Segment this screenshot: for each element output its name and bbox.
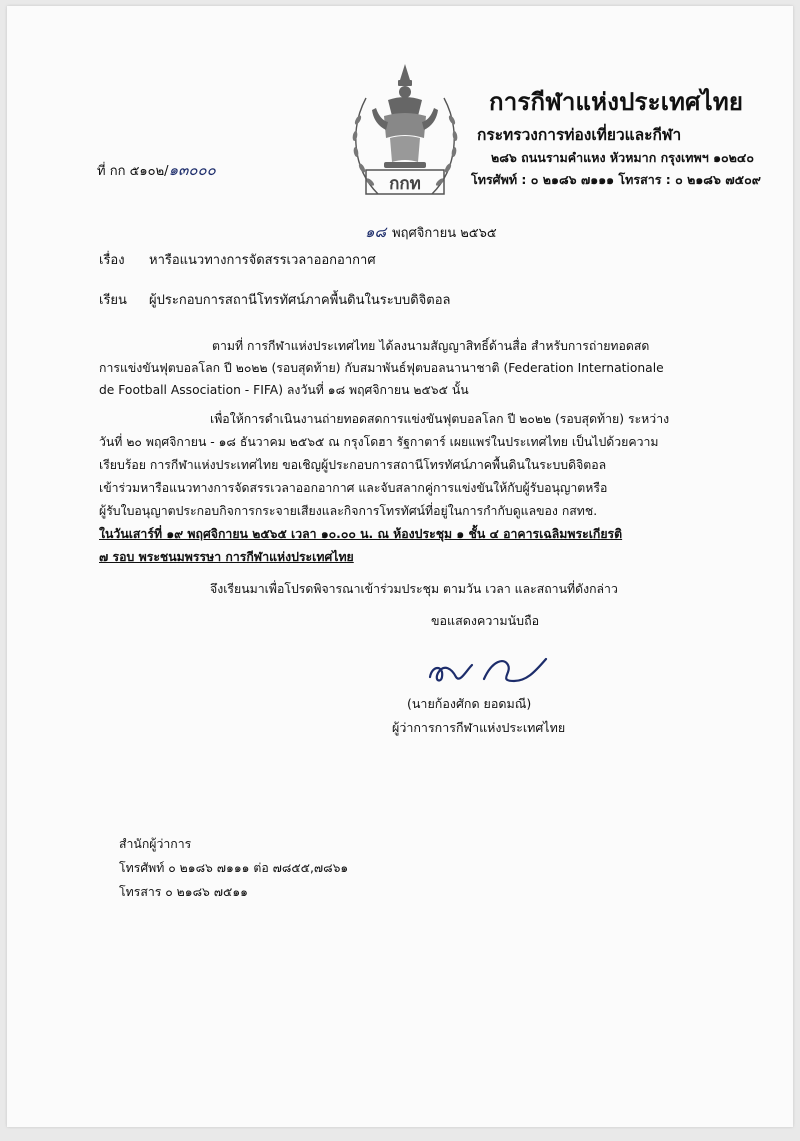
org-contact: โทรศัพท์ : ๐ ๒๑๘๖ ๗๑๑๑ โทรสาร : ๐ ๒๑๘๖ ๗๕๐๙ — [471, 172, 761, 187]
body-line: de Football Association - FIFA) ลงวันที่ ๑๘ พฤศจิกายน ๒๕๖๕ นั้น — [99, 383, 469, 397]
subject-text: หารือแนวทางการจัดสรรเวลาออกอากาศ — [149, 253, 376, 268]
footer-phone: โทรศัพท์ ๐ ๒๑๘๖ ๗๑๑๑ ต่อ ๗๘๕๕,๗๘๖๑ — [119, 861, 349, 875]
seal-letters: กกท — [389, 174, 421, 194]
signer-position: ผู้ว่าการการกีฬาแห่งประเทศไทย — [392, 720, 566, 735]
body-line: จึงเรียนมาเพื่อโปรดพิจารณาเข้าร่วมประชุม ตามวัน เวลา และสถานที่ดังกล่าว — [210, 582, 618, 596]
handwritten-signature — [422, 651, 552, 691]
body-line: วันที่ ๒๐ พฤศจิกายน - ๑๘ ธันวาคม ๒๕๖๕ ณ กรุงโดฮา รัฐกาตาร์ เผยแพร่ในประเทศไทย เป็นไปด้วยความ — [99, 435, 659, 449]
sat-emblem-seal — [344, 58, 466, 218]
ministry-name: กระทรวงการท่องเที่ยวและกีฬา — [477, 126, 682, 144]
footer-fax: โทรสาร ๐ ๒๑๘๖ ๗๕๑๑ — [119, 885, 248, 899]
reference-number — [97, 158, 216, 182]
recipient-line — [99, 289, 450, 310]
org-address: ๒๘๖ ถนนรามคำแหง หัวหมาก กรุงเทพฯ ๑๐๒๔๐ — [491, 150, 755, 165]
recipient-text: ผู้ประกอบการสถานีโทรทัศน์ภาคพื้นดินในระบบดิจิตอล — [149, 293, 451, 308]
date-handwritten-day: ๑๘ — [365, 223, 387, 241]
body-line: เพื่อให้การดำเนินงานถ่ายทอดสดการแข่งขันฟุตบอลโลก ปี ๒๐๒๒ (รอบสุดท้าย) ระหว่าง — [210, 412, 670, 426]
body-line: ผู้รับใบอนุญาตประกอบกิจการกระจายเสียงและกิจการโทรทัศน์ที่อยู่ในการกำกับดูแลของ กสทช. — [99, 504, 598, 518]
reference-prefix: ที่ กก ๕๑๐๒/ — [97, 164, 169, 179]
meeting-details-line: ในวันเสาร์ที่ ๑๙ พฤศจิกายน ๒๕๖๕ เวลา ๑๐.๐๐ น. ณ ห้องประชุม ๑ ชั้น ๔ อาคารเฉลิมพระเกียรติ — [99, 527, 623, 541]
org-title: การกีฬาแห่งประเทศไทย — [489, 88, 744, 116]
body-line: เข้าร่วมหารือแนวทางการจัดสรรเวลาออกอากาศ และจับสลากคู่การแข่งขันให้กับผู้รับอนุญาตหรือ — [99, 481, 608, 495]
letter-date — [365, 220, 497, 244]
date-month-year: พฤศจิกายน ๒๕๖๕ — [392, 226, 497, 241]
reference-handwritten-number: ๑๓๐๐๐ — [168, 161, 216, 179]
signer-name: (นายก้องศักด ยอดมณี) — [407, 696, 532, 711]
body-line: การแข่งขันฟุตบอลโลก ปี ๒๐๒๒ (รอบสุดท้าย) กับสมาพันธ์ฟุตบอลนานาชาติ (Federation Internationale — [99, 361, 664, 375]
subject-label: เรื่อง — [99, 253, 125, 268]
body-line: เรียบร้อย การกีฬาแห่งประเทศไทย ขอเชิญผู้ประกอบการสถานีโทรทัศน์ภาคพื้นดินในระบบดิจิตอล — [99, 458, 607, 472]
closing-phrase: ขอแสดงความนับถือ — [431, 613, 540, 628]
recipient-label: เรียน — [99, 293, 127, 308]
meeting-details-line: ๗ รอบ พระชนมพรรษา การกีฬาแห่งประเทศไทย — [99, 550, 354, 564]
footer-office: สำนักผู้ว่าการ — [119, 837, 192, 851]
body-line: ตามที่ การกีฬาแห่งประเทศไทย ได้ลงนามสัญญาสิทธิ์ด้านสื่อ สำหรับการถ่ายทอดสด — [212, 339, 650, 353]
subject-line — [99, 249, 376, 270]
letter-page — [7, 6, 793, 1127]
